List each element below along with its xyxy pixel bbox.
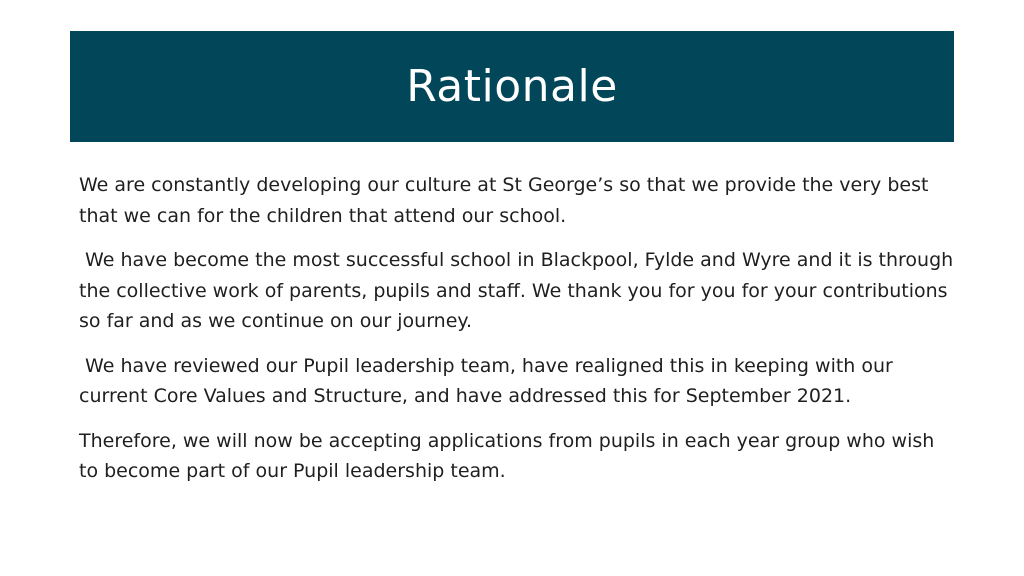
paragraph-3: We have reviewed our Pupil leadership team, have realigned this in keeping with our current Core Values and Structure, and have addressed this for September 2021. [79, 354, 899, 407]
paragraph-4: Therefore, we will now be accepting applications from pupils in each year group who wish to become part of our Pupil leadership team. [79, 429, 941, 482]
paragraph-1: We are constantly developing our culture at St George’s so that we provide the very best that we can for the children that attend our school. [79, 174, 935, 227]
body-text [79, 170, 960, 501]
title-banner [70, 31, 954, 142]
paragraph-2: We have become the most successful school in Blackpool, Fylde and Wyre and it is through the collective work of parents, pupils and staff. We thank you for you for your contributions so far and as we continue on our journey. [79, 249, 960, 332]
page-title: Rationale [406, 61, 618, 112]
